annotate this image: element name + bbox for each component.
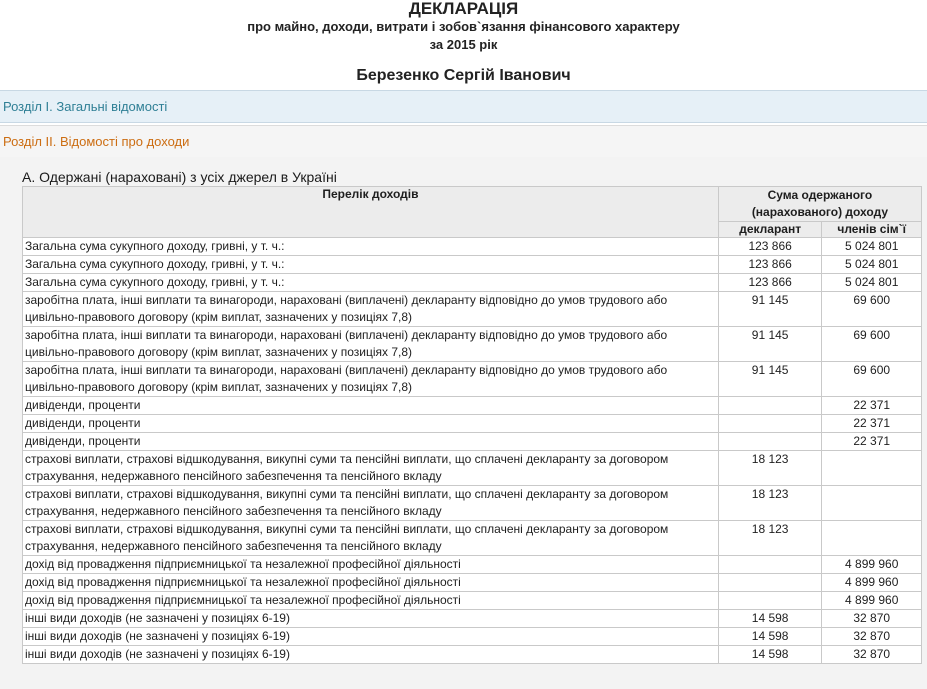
column-header-list: Перелік доходів bbox=[23, 187, 719, 238]
family-amount: 32 870 bbox=[822, 610, 922, 628]
table-row bbox=[23, 451, 922, 486]
family-amount: 5 024 801 bbox=[822, 274, 922, 292]
family-amount: 4 899 960 bbox=[822, 574, 922, 592]
income-description: дохід від провадження підприємницької та незалежної професійної діяльності bbox=[23, 574, 719, 592]
income-description: заробітна плата, інші виплати та винагороди, нараховані (виплачені) декларанту відповідно до умов трудового або цивільно-правового договору (крім виплат, зазначених у позиціях 7,8) bbox=[23, 362, 719, 397]
income-description: інші види доходів (не зазначені у позиціях 6-19) bbox=[23, 646, 719, 664]
declaration-year: за 2015 рік bbox=[429, 37, 498, 52]
declaration-header bbox=[0, 0, 927, 86]
column-header-family: членів сім`ї bbox=[822, 222, 922, 238]
table-row bbox=[23, 556, 922, 574]
family-amount bbox=[822, 521, 922, 556]
family-amount bbox=[822, 486, 922, 521]
table-row bbox=[23, 574, 922, 592]
declarant-amount: 91 145 bbox=[718, 292, 822, 327]
part-a-heading: А. Одержані (нараховані) з усіх джерел в Україні bbox=[22, 169, 337, 185]
table-row bbox=[23, 238, 922, 256]
family-amount: 5 024 801 bbox=[822, 256, 922, 274]
family-amount: 5 024 801 bbox=[822, 238, 922, 256]
table-row bbox=[23, 521, 922, 556]
income-description: заробітна плата, інші виплати та винагороди, нараховані (виплачені) декларанту відповідно до умов трудового або цивільно-правового договору (крім виплат, зазначених у позиціях 7,8) bbox=[23, 292, 719, 327]
declarant-amount: 18 123 bbox=[718, 486, 822, 521]
income-description: Загальна сума сукупного доходу, гривні, у т. ч.: bbox=[23, 256, 719, 274]
declarant-amount bbox=[718, 592, 822, 610]
table-row bbox=[23, 433, 922, 451]
table-row bbox=[23, 646, 922, 664]
family-amount: 22 371 bbox=[822, 415, 922, 433]
family-amount: 4 899 960 bbox=[822, 556, 922, 574]
table-row bbox=[23, 256, 922, 274]
declarant-amount: 123 866 bbox=[718, 256, 822, 274]
declarant-amount: 123 866 bbox=[718, 238, 822, 256]
income-description: страхові виплати, страхові відшкодування, викупні суми та пенсійні виплати, що сплачені декларанту за договором страхування, недержавного пенсійного забезпечення та пенсійного вкладу bbox=[23, 521, 719, 556]
declarant-amount: 91 145 bbox=[718, 362, 822, 397]
income-description: дохід від провадження підприємницької та незалежної професійної діяльності bbox=[23, 592, 719, 610]
family-amount: 22 371 bbox=[822, 397, 922, 415]
page-subtitle: про майно, доходи, витрати і зобов`язання фінансового характеру bbox=[247, 19, 680, 34]
family-amount: 22 371 bbox=[822, 433, 922, 451]
family-amount: 69 600 bbox=[822, 362, 922, 397]
declarant-amount: 91 145 bbox=[718, 327, 822, 362]
income-description: Загальна сума сукупного доходу, гривні, у т. ч.: bbox=[23, 238, 719, 256]
income-description: страхові виплати, страхові відшкодування, викупні суми та пенсійні виплати, що сплачені декларанту за договором страхування, недержавного пенсійного забезпечення та пенсійного вкладу bbox=[23, 486, 719, 521]
family-amount: 32 870 bbox=[822, 646, 922, 664]
family-amount: 32 870 bbox=[822, 628, 922, 646]
family-amount: 69 600 bbox=[822, 292, 922, 327]
family-amount: 4 899 960 bbox=[822, 592, 922, 610]
income-description: інші види доходів (не зазначені у позиціях 6-19) bbox=[23, 610, 719, 628]
table-row bbox=[23, 592, 922, 610]
table-row bbox=[23, 362, 922, 397]
table-row bbox=[23, 628, 922, 646]
income-description: дохід від провадження підприємницької та незалежної професійної діяльності bbox=[23, 556, 719, 574]
declarant-name: Березенко Сергій Іванович bbox=[356, 67, 571, 84]
section-general-info[interactable]: Розділ I. Загальні відомості bbox=[0, 90, 927, 123]
table-row bbox=[23, 486, 922, 521]
table-row bbox=[23, 274, 922, 292]
family-amount bbox=[822, 451, 922, 486]
column-header-sum: Сума одержаного (нарахованого) доходу bbox=[718, 187, 921, 222]
declarant-amount: 18 123 bbox=[718, 451, 822, 486]
income-description: дивіденди, проценти bbox=[23, 415, 719, 433]
section-income-info[interactable]: Розділ II. Відомості про доходи bbox=[0, 125, 927, 157]
income-description: інші види доходів (не зазначені у позиціях 6-19) bbox=[23, 628, 719, 646]
declarant-amount: 123 866 bbox=[718, 274, 822, 292]
income-description: дивіденди, проценти bbox=[23, 433, 719, 451]
income-description: Загальна сума сукупного доходу, гривні, у т. ч.: bbox=[23, 274, 719, 292]
family-amount: 69 600 bbox=[822, 327, 922, 362]
declarant-amount bbox=[718, 415, 822, 433]
declarant-amount bbox=[718, 433, 822, 451]
declarant-amount bbox=[718, 397, 822, 415]
income-table bbox=[22, 186, 922, 664]
income-description: страхові виплати, страхові відшкодування, викупні суми та пенсійні виплати, що сплачені декларанту за договором страхування, недержавного пенсійного забезпечення та пенсійного вкладу bbox=[23, 451, 719, 486]
declarant-amount: 18 123 bbox=[718, 521, 822, 556]
table-row bbox=[23, 415, 922, 433]
table-row bbox=[23, 610, 922, 628]
table-row bbox=[23, 397, 922, 415]
table-row bbox=[23, 327, 922, 362]
declarant-amount: 14 598 bbox=[718, 646, 822, 664]
column-header-declarant: декларант bbox=[718, 222, 822, 238]
income-panel bbox=[0, 157, 927, 689]
declarant-amount: 14 598 bbox=[718, 610, 822, 628]
declarant-amount bbox=[718, 574, 822, 592]
income-description: дивіденди, проценти bbox=[23, 397, 719, 415]
table-row bbox=[23, 292, 922, 327]
declarant-amount bbox=[718, 556, 822, 574]
income-description: заробітна плата, інші виплати та винагороди, нараховані (виплачені) декларанту відповідно до умов трудового або цивільно-правового договору (крім виплат, зазначених у позиціях 7,8) bbox=[23, 327, 719, 362]
page-title: ДЕКЛАРАЦІЯ bbox=[408, 0, 519, 18]
declarant-amount: 14 598 bbox=[718, 628, 822, 646]
